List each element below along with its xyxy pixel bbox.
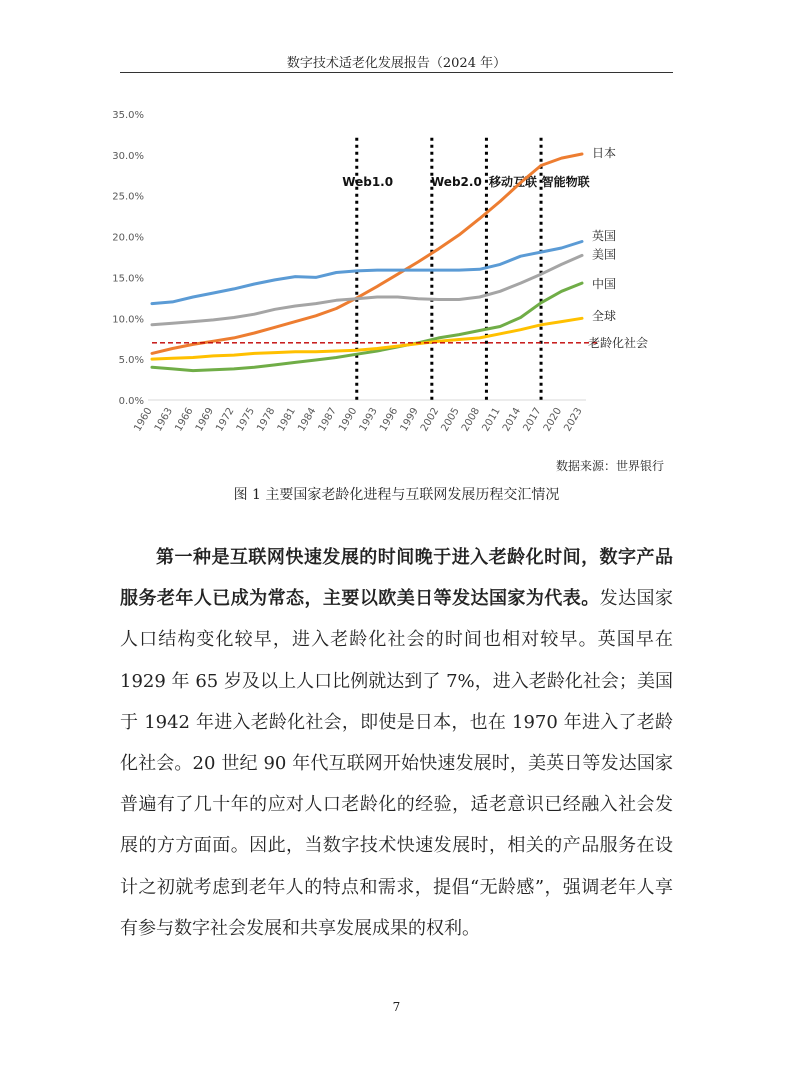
page-number: 7 [392,1000,401,1014]
era-label: Web2.0 [431,174,482,189]
era-label: 移动互联 [489,174,538,189]
x-tick-label: 1972 [214,406,237,434]
x-tick-label: 2020 [541,406,565,434]
era-label: 智能物联 [541,174,590,189]
x-tick-label: 1981 [275,406,298,434]
series-line [152,255,582,324]
y-tick-label: 10.0% [112,314,144,326]
header-rule [120,72,673,73]
x-tick-label: 2011 [480,406,503,434]
x-tick-label: 1978 [255,406,278,434]
x-tick-label: 2023 [562,406,585,434]
x-tick-label: 1969 [193,406,217,434]
series-line [152,242,582,304]
figure-source: 数据来源：世界银行 [555,459,664,473]
x-tick-label: 2017 [521,406,544,434]
bold-lead-sentence: 第一种是互联网快速发展的时间晚于进入老龄化时间，数字产品服务老年人已成为常态，主要以欧美日等发达国家为代表。 [120,547,673,610]
y-tick-label: 0.0% [118,396,144,407]
x-tick-label: 1966 [173,406,196,434]
y-tick-label: 15.0% [112,273,144,285]
era-label: Web1.0 [342,174,394,189]
y-tick-label: 30.0% [112,150,144,162]
series-line [152,283,582,371]
x-tick-label: 1984 [296,406,319,434]
y-tick-label: 20.0% [112,232,144,244]
x-tick-label: 2005 [439,406,462,434]
x-tick-label: 2014 [500,406,524,434]
page-header: 数字技术适老化发展报告（2024 年） [286,56,507,71]
x-tick-label: 1999 [398,406,421,434]
series-label: 英国 [592,228,617,243]
x-tick-label: 1996 [378,406,401,434]
paragraph-rest: 发达国家人口结构变化较早，进入老龄化社会的时间也相对较早。英国早在 1929 年 65 岁及以上人口比例就达到了 7%，进入老龄化社会；美国于 1942 年进入老龄化社会，即使是日本，也在 1970 年进入了老龄化社会。20 世纪 90 年代互联网开始快速发展时，美英日等发达国家普遍有了几十年的应对人口老龄化的经验，适老意识已经融入社会发展的方方面面。因此，当数字技术快速发展时，相关的产品服务在设计之初就考虑到老年人的特点和需求，提倡“无龄感”，强调老年人享有参与数字社会发展和共享发展成果的权利。 [120,588,674,939]
series-label: 全球 [592,308,617,323]
y-tick-label: 5.0% [118,355,144,367]
y-tick-label: 25.0% [112,191,144,203]
x-tick-label: 1960 [132,406,155,434]
x-tick-label: 1975 [234,406,257,434]
x-tick-label: 2002 [419,406,442,434]
series-label: 中国 [592,276,617,291]
x-tick-label: 2008 [459,406,483,434]
x-tick-label: 1963 [152,406,176,434]
reference-line-label: 老龄化社会 [588,335,649,350]
body-paragraph [120,537,673,949]
x-tick-label: 1990 [337,406,360,434]
x-tick-label: 1993 [357,406,380,434]
figure-caption: 图 1 主要国家老龄化进程与互联网发展历程交汇情况 [233,487,560,503]
series-label: 美国 [592,247,617,262]
aging-internet-line-chart [100,95,680,450]
y-tick-label: 35.0% [112,110,144,121]
x-tick-label: 1987 [316,406,339,434]
series-label: 日本 [592,146,617,161]
